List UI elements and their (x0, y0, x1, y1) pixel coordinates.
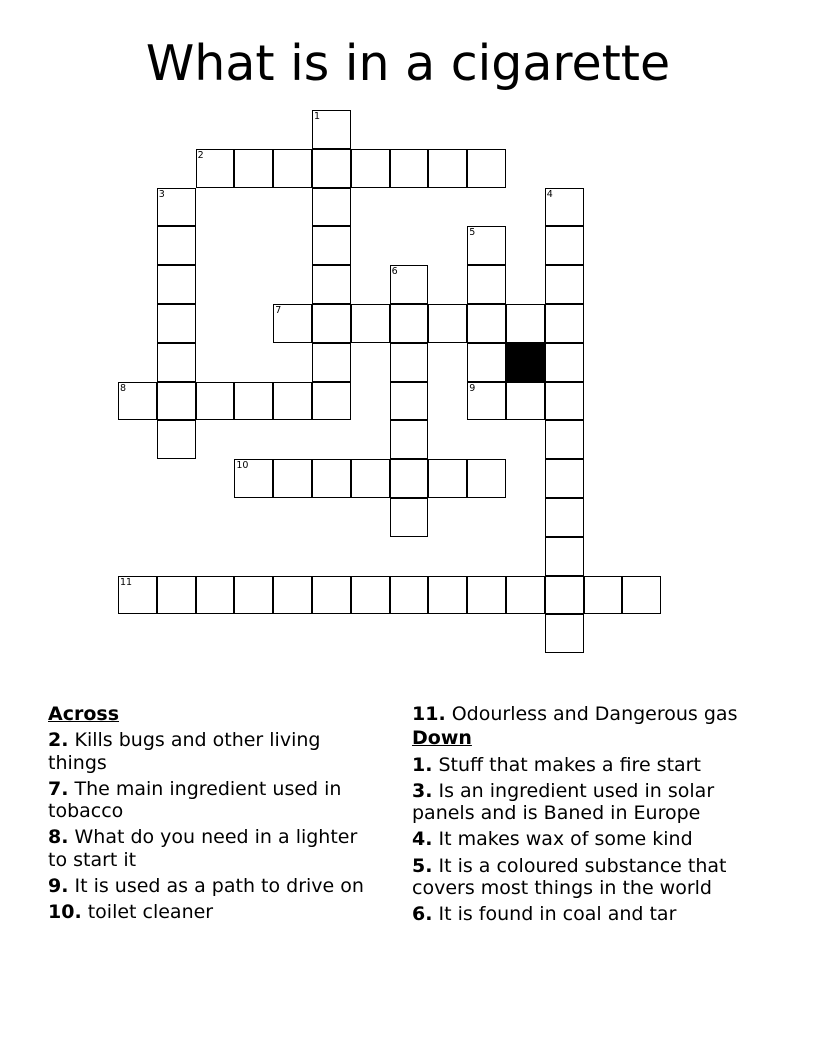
grid-cell[interactable] (390, 343, 429, 382)
grid-cell[interactable] (506, 382, 545, 421)
grid-cell[interactable] (545, 382, 584, 421)
grid-cell[interactable] (234, 149, 273, 188)
grid-cell[interactable] (545, 265, 584, 304)
grid-cell[interactable] (390, 265, 429, 304)
grid-cell[interactable] (467, 459, 506, 498)
clue-number: 1 (314, 111, 321, 122)
grid-cell[interactable] (545, 576, 584, 615)
grid-cell[interactable] (545, 537, 584, 576)
grid-cell[interactable] (390, 382, 429, 421)
grid-cell[interactable] (312, 343, 351, 382)
grid-cell[interactable] (157, 265, 196, 304)
grid-cell[interactable] (312, 576, 351, 615)
across-heading: Across (48, 703, 120, 725)
grid-cell[interactable] (234, 382, 273, 421)
grid-cell[interactable] (428, 304, 467, 343)
clue-number: 3 (158, 188, 165, 200)
grid-cell[interactable] (351, 576, 390, 615)
grid-cell[interactable] (312, 110, 351, 149)
grid-cell[interactable] (234, 576, 273, 615)
clue-number: 11 (120, 576, 133, 588)
grid-cell[interactable] (312, 226, 351, 265)
grid-cell[interactable] (351, 149, 390, 188)
grid-cell[interactable] (351, 459, 390, 498)
grid-cell[interactable] (157, 343, 196, 382)
grid-cell[interactable] (390, 576, 429, 615)
clue-number: 5 (469, 227, 476, 239)
clue-down-4: 4. It makes wax of some kind (412, 828, 693, 851)
puzzle-title: What is in a cigarette (145, 35, 671, 92)
clue-across-2: 2. Kills bugs and other living things (48, 729, 321, 774)
grid-cell[interactable] (506, 304, 545, 343)
clue-number: 10 (236, 460, 249, 472)
clue-number: 7 (275, 305, 282, 316)
clue-across-9: 9. It is used as a path to drive on (48, 875, 364, 898)
clues-left-column (48, 703, 378, 924)
grid-cell[interactable] (273, 304, 312, 343)
clue-down-5: 5. It is a coloured substance that covers most things in the world (412, 854, 727, 900)
grid-cell[interactable] (118, 382, 157, 421)
grid-cell[interactable] (196, 382, 235, 421)
grid-cell[interactable] (273, 382, 312, 421)
clue-number: 8 (120, 382, 127, 394)
grid-cell[interactable] (467, 343, 506, 382)
grid-cell[interactable] (545, 420, 584, 459)
grid-cell[interactable] (390, 459, 429, 498)
black-square (506, 343, 545, 382)
grid-cell[interactable] (467, 304, 506, 343)
grid-cell[interactable] (312, 304, 351, 343)
grid-cell[interactable] (545, 614, 584, 653)
grid-cell[interactable] (351, 304, 390, 343)
grid-cell[interactable] (312, 459, 351, 498)
grid-cell[interactable] (545, 188, 584, 227)
grid-cell[interactable] (584, 576, 623, 615)
grid-cell[interactable] (545, 343, 584, 382)
grid-cell[interactable] (273, 149, 312, 188)
clue-down-1: 1. Stuff that makes a fire start (412, 753, 701, 776)
grid-cell[interactable] (312, 382, 351, 421)
grid-cell[interactable] (506, 576, 545, 615)
grid-cell[interactable] (467, 226, 506, 265)
grid-cell[interactable] (622, 576, 661, 615)
clue-down-6: 6. It is found in coal and tar (412, 903, 677, 926)
grid-cell[interactable] (545, 459, 584, 498)
clue-number: 4 (546, 188, 553, 200)
grid-cell[interactable] (428, 576, 467, 615)
grid-cell[interactable] (118, 576, 157, 615)
grid-cell[interactable] (390, 498, 429, 537)
clue-across-8: 8. What do you need in a lighter to start it (48, 826, 358, 871)
grid-cell[interactable] (157, 226, 196, 265)
grid-cell[interactable] (273, 459, 312, 498)
grid-cell[interactable] (312, 149, 351, 188)
clue-number: 9 (469, 382, 476, 394)
grid-cell[interactable] (545, 304, 584, 343)
grid-cell[interactable] (545, 498, 584, 537)
grid-cell[interactable] (157, 188, 196, 227)
clue-number: 6 (391, 266, 398, 278)
grid-cell[interactable] (157, 576, 196, 615)
grid-cell[interactable] (545, 226, 584, 265)
grid-cell[interactable] (390, 304, 429, 343)
grid-cell[interactable] (157, 382, 196, 421)
clues-right-column (412, 703, 772, 926)
grid-cell[interactable] (390, 149, 429, 188)
grid-cell[interactable] (312, 265, 351, 304)
grid-cell[interactable] (312, 188, 351, 227)
clue-across-7: 7. The main ingredient used in tobacco (48, 777, 342, 823)
clue-across-11: 11. Odourless and Dangerous gas (412, 703, 738, 725)
grid-cell[interactable] (157, 304, 196, 343)
clue-across-10: 10. toilet cleaner (48, 901, 214, 924)
grid-cell[interactable] (428, 459, 467, 498)
grid-cell[interactable] (157, 420, 196, 459)
grid-cell[interactable] (467, 382, 506, 421)
grid-cell[interactable] (467, 149, 506, 188)
grid-cell[interactable] (467, 576, 506, 615)
grid-cell[interactable] (234, 459, 273, 498)
grid-cell[interactable] (273, 576, 312, 615)
grid-cell[interactable] (467, 265, 506, 304)
clue-down-3: 3. Is an ingredient used in solar panels and is Baned in Europe (412, 779, 715, 825)
grid-cell[interactable] (196, 576, 235, 615)
clue-number: 2 (197, 149, 204, 161)
grid-cell[interactable] (390, 420, 429, 459)
grid-cell[interactable] (428, 149, 467, 188)
down-heading: Down (412, 727, 472, 750)
grid-cell[interactable] (196, 149, 235, 188)
